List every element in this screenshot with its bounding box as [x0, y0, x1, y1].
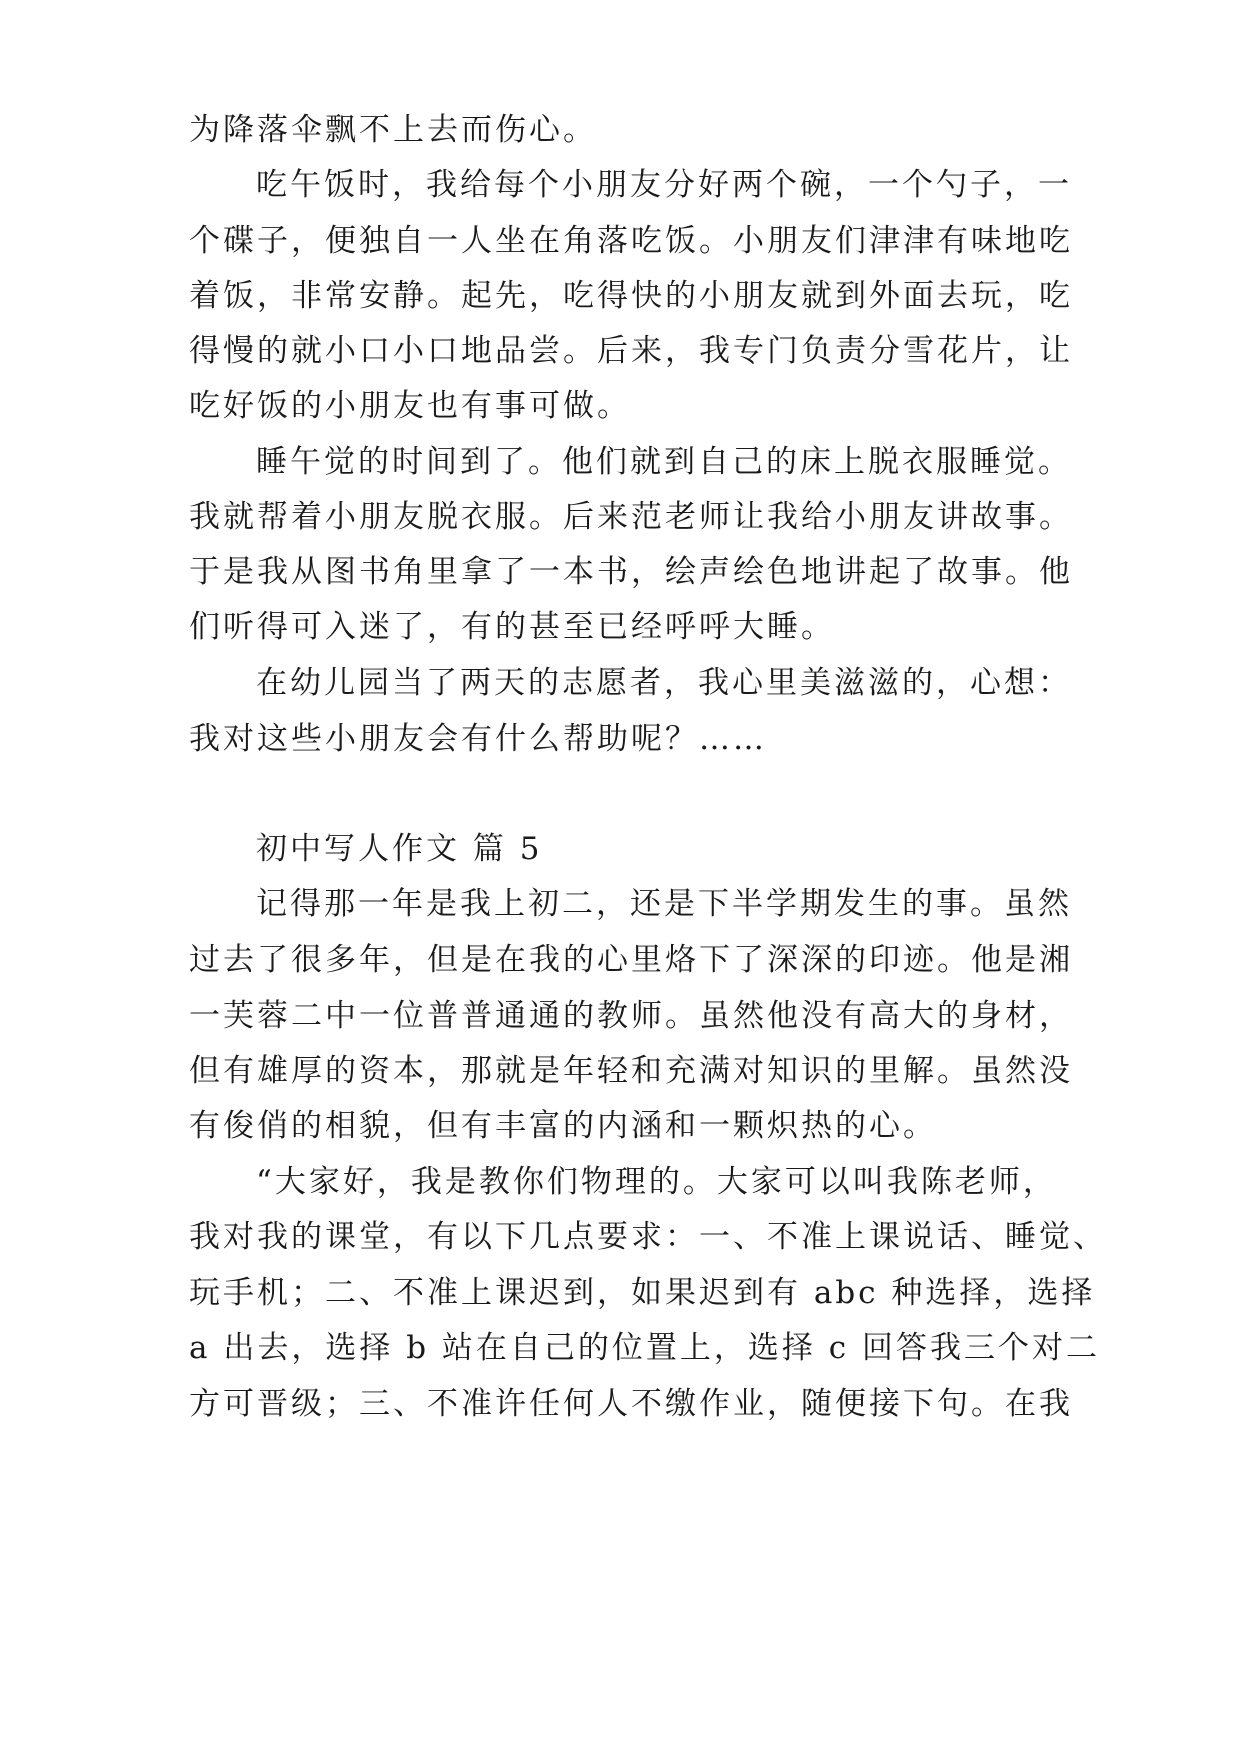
- text-line: 我就帮着小朋友脱衣服。后来范老师让我给小朋友讲故事。: [189, 499, 1073, 535]
- text-line: 但有雄厚的资本，那就是年轻和充满对知识的里解。虽然没: [189, 1053, 1073, 1089]
- text-line: 玩手机；二、不准上课迟到，如果迟到有 abc 种选择，选择: [189, 1275, 1096, 1311]
- section-heading: 初中写人作文 篇 5: [256, 831, 543, 867]
- paragraph-first-line: 在幼儿园当了两天的志愿者，我心里美滋滋的，心想：: [256, 665, 1072, 701]
- text-line: 吃好饭的小朋友也有事可做。: [189, 388, 631, 424]
- text-line: 我对我的课堂，有以下几点要求：一、不准上课说话、睡觉、: [189, 1219, 1107, 1255]
- text-line: 们听得可入迷了，有的甚至已经呼呼大睡。: [189, 609, 835, 645]
- paragraph-first-line: 吃午饭时，我给每个小朋友分好两个碗，一个勺子，一: [256, 167, 1072, 203]
- text-line: 个碟子，便独自一人坐在角落吃饭。小朋友们津津有味地吃: [189, 223, 1073, 259]
- paragraph-first-line: 睡午觉的时间到了。他们就到自己的床上脱衣服睡觉。: [256, 444, 1072, 480]
- text-line: 过去了很多年，但是在我的心里烙下了深深的印迹。他是湘: [189, 942, 1073, 978]
- text-line: 为降落伞飘不上去而伤心。: [189, 112, 597, 148]
- text-line: a 出去，选择 b 站在自己的位置上，选择 c 回答我三个对二: [189, 1330, 1100, 1366]
- paragraph-first-line: “大家好，我是教你们物理的。大家可以叫我陈老师，: [256, 1164, 1057, 1200]
- text-line: 于是我从图书角里拿了一本书，绘声绘色地讲起了故事。他: [189, 554, 1073, 590]
- paragraph-first-line: 记得那一年是我上初二，还是下半学期发生的事。虽然: [256, 886, 1072, 922]
- text-line: 方可晋级；三、不准许任何人不缴作业，随便接下句。在我: [189, 1386, 1073, 1422]
- text-line: 着饭，非常安静。起先，吃得快的小朋友就到外面去玩，吃: [189, 278, 1073, 314]
- text-line: 有俊俏的相貌，但有丰富的内涵和一颗炽热的心。: [189, 1108, 937, 1144]
- text-line: 我对这些小朋友会有什么帮助呢？……: [189, 721, 767, 757]
- text-line: 得慢的就小口小口地品尝。后来，我专门负责分雪花片，让: [189, 333, 1073, 369]
- text-line: 一芙蓉二中一位普普通通的教师。虽然他没有高大的身材，: [189, 998, 1073, 1034]
